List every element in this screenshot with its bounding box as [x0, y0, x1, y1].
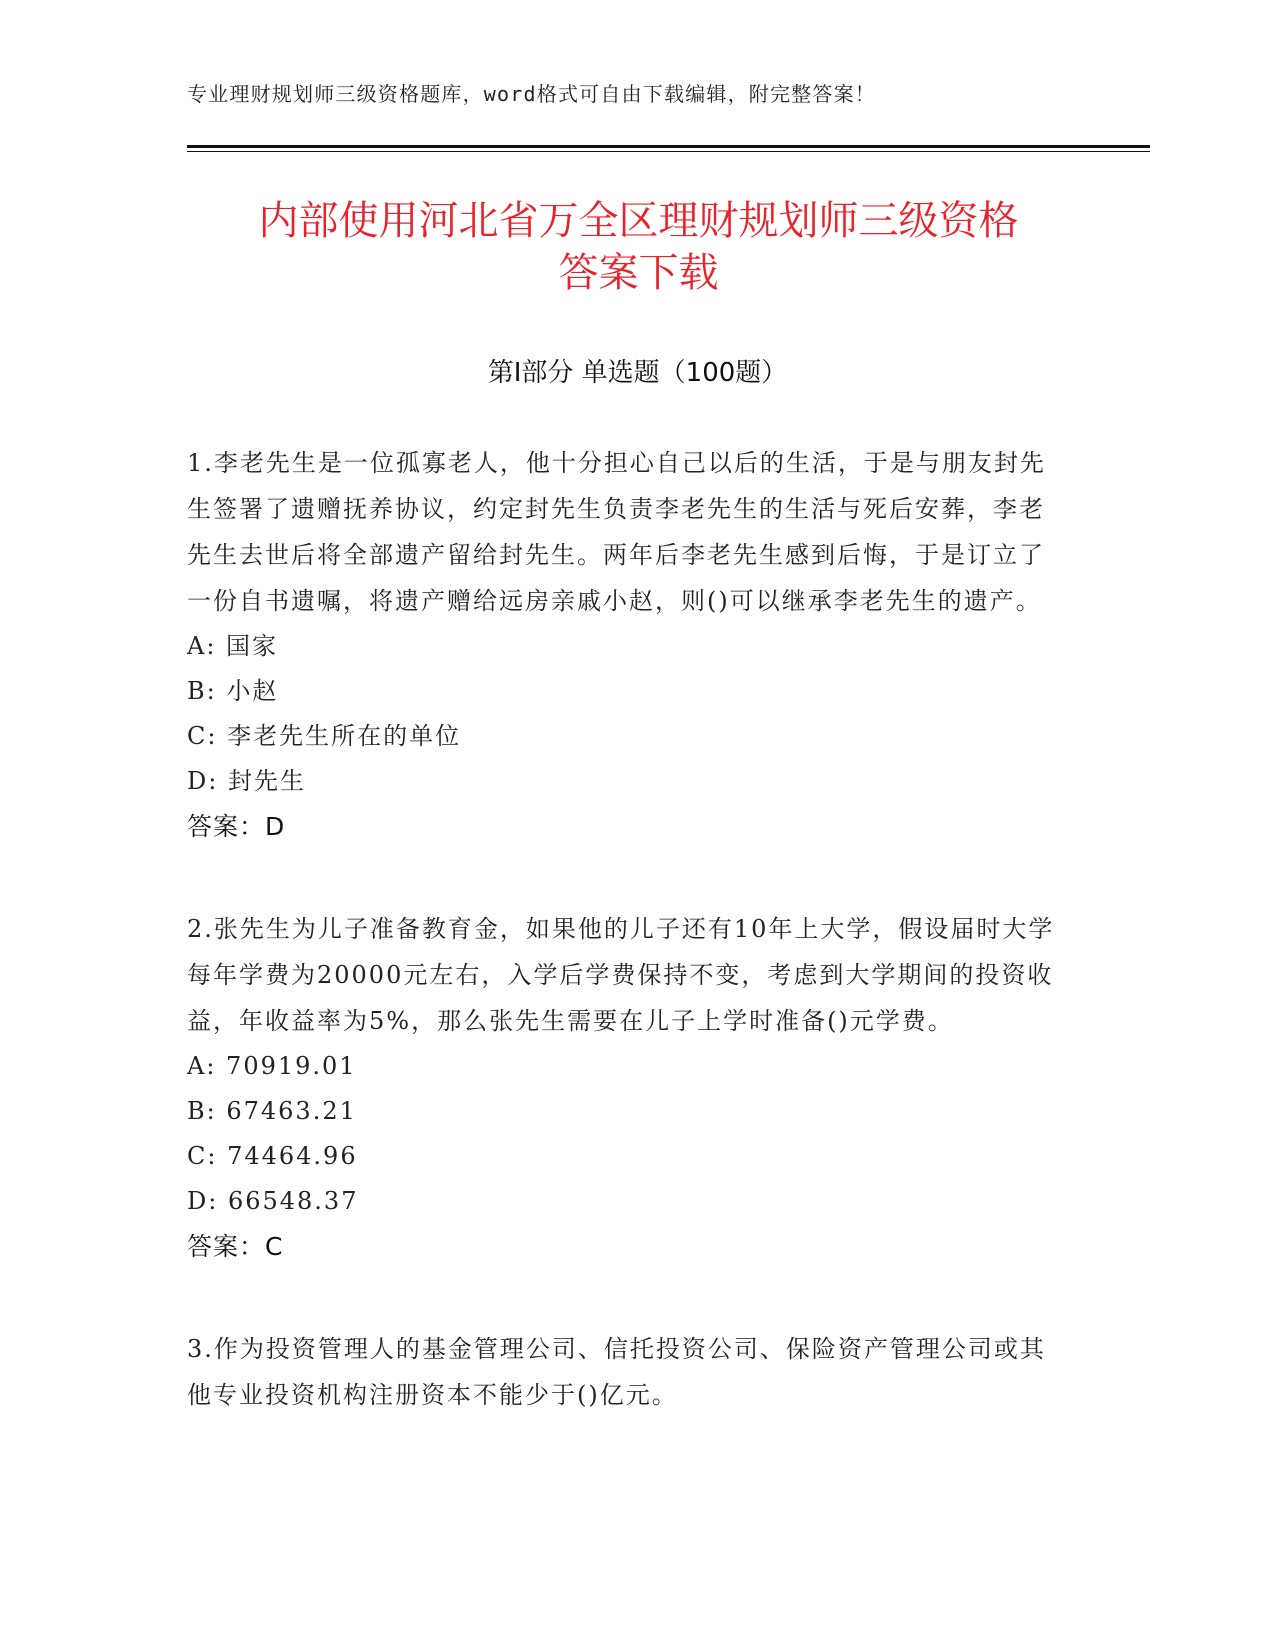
option-b: B: 小赵	[187, 677, 279, 705]
option-d: D: 66548.37	[187, 1187, 359, 1215]
option-d: D: 封先生	[187, 767, 306, 795]
option-a: A: 70919.01	[187, 1052, 357, 1080]
header-rule-thick	[187, 145, 1150, 148]
answer: 答案：C	[187, 1232, 284, 1261]
question-list	[187, 440, 1067, 1418]
option-a: A: 国家	[187, 632, 279, 660]
document-title	[187, 195, 1090, 299]
header-note: 专业理财规划师三级资格题库，word格式可自由下载编辑，附完整答案！	[187, 82, 876, 106]
title-line-2: 答案下载	[558, 250, 719, 296]
question-1	[187, 440, 1067, 849]
question-3	[187, 1326, 1067, 1418]
header-rule-thin	[187, 151, 1150, 152]
question-stem: 1.李老先生是一位孤寡老人，他十分担心自己以后的生活，于是与朋友封先生签署了遗赠抚养协议，约定封先生负责李老先生的生活与死后安葬，李老先生去世后将全部遗产留给封先生。两年后李老先生感到后悔，于是订立了一份自书遗嘱，将遗产赠给远房亲戚小赵，则()可以继承李老先生的遗产。	[187, 449, 1046, 615]
option-b: B: 67463.21	[187, 1097, 357, 1125]
option-c: C: 李老先生所在的单位	[187, 722, 462, 750]
section-title: 第Ⅰ部分 单选题（100题）	[487, 358, 788, 388]
question-2	[187, 906, 1067, 1269]
option-c: C: 74464.96	[187, 1142, 358, 1170]
question-stem: 2.张先生为儿子准备教育金，如果他的儿子还有10年上大学，假设届时大学每年学费为20000元左右，入学后学费保持不变，考虑到大学期间的投资收益，年收益率为5%，那么张先生需要在儿子上学时准备()元学费。	[187, 915, 1055, 1035]
question-stem: 3.作为投资管理人的基金管理公司、信托投资公司、保险资产管理公司或其他专业投资机构注册资本不能少于()亿元。	[187, 1335, 1046, 1409]
answer: 答案：D	[187, 812, 286, 841]
title-line-1: 内部使用河北省万全区理财规划师三级资格	[258, 198, 1019, 244]
